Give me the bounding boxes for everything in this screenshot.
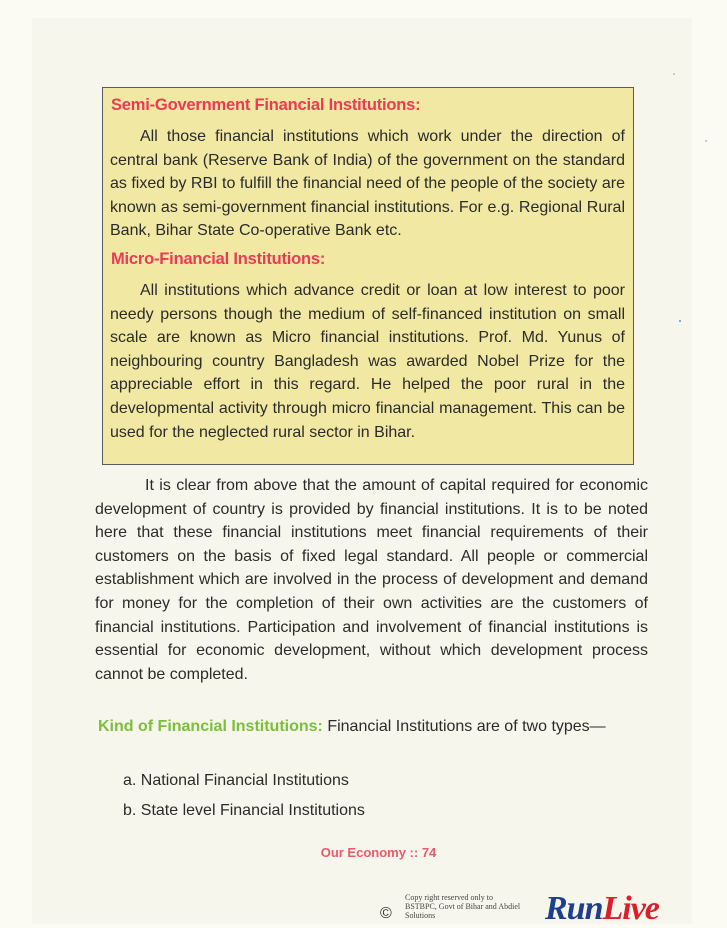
brand-logo [545,890,659,928]
paragraph-micro-financial-text: All institutions which advance credit or loan at low interest to poor needy persons though the medium of self-financed institution on small scale are known as Micro financial institutions. Prof. Md. Yunus of neighbouring country Bangladesh was awarded Nobel Prize for the appreciable effort in this regard. He helped the poor rural in the developmental activity through micro financial management. This can be used for the neglected rural sector in Bihar. [110,282,625,441]
list-item: b. State level Financial Institutions [123,802,365,819]
body-paragraph-text: It is clear from above that the amount of capital required for economic development of country is provided by financial institutions. It is to be noted here that these financial institutions meet financial requirements of their customers on the basis of fixed legal standard. All people or commercial establishment which are involved in the process of development and demand for money for the completion of their own activities are the customers of financial institutions. Participation and involvement of financial institutions is essential for economic development, without which development process cannot be completed. [95,477,648,683]
scan-speck [705,140,707,142]
scan-speck [679,320,681,322]
paragraph-micro-financial [110,279,625,444]
copyright-notice: Copy right reserved only to BSTBPC, Govt of Bihar and Abdiel Solutions [405,893,521,920]
kind-text: Financial Institutions are of two types— [327,718,606,735]
paragraph-semi-government [110,125,625,243]
heading-micro-financial: Micro-Financial Institutions: [111,250,326,268]
page-footer: Our Economy :: 74 [320,845,437,860]
list-item: a. National Financial Institutions [123,772,349,789]
brand-logo-part2: Live [602,890,659,927]
paragraph-semi-government-text: All those financial institutions which work under the direction of central bank (Reserve Bank of India) of the government on the standard as fixed by RBI to fulfill the financial need of the people of the society are known as semi-government financial institutions. For e.g. Regional Rural Bank, Bihar State Co-operative Bank etc. [110,128,625,240]
heading-semi-government: Semi-Government Financial Institutions: [111,96,421,114]
highlight-box [102,87,634,465]
copyright-icon: © [380,905,392,922]
kind-label: Kind of Financial Institutions: [98,718,323,735]
kind-of-institutions [98,715,648,739]
scan-speck [673,73,675,75]
body-paragraph [95,474,648,686]
brand-logo-part1: Run [545,890,603,927]
institution-list [123,769,365,829]
